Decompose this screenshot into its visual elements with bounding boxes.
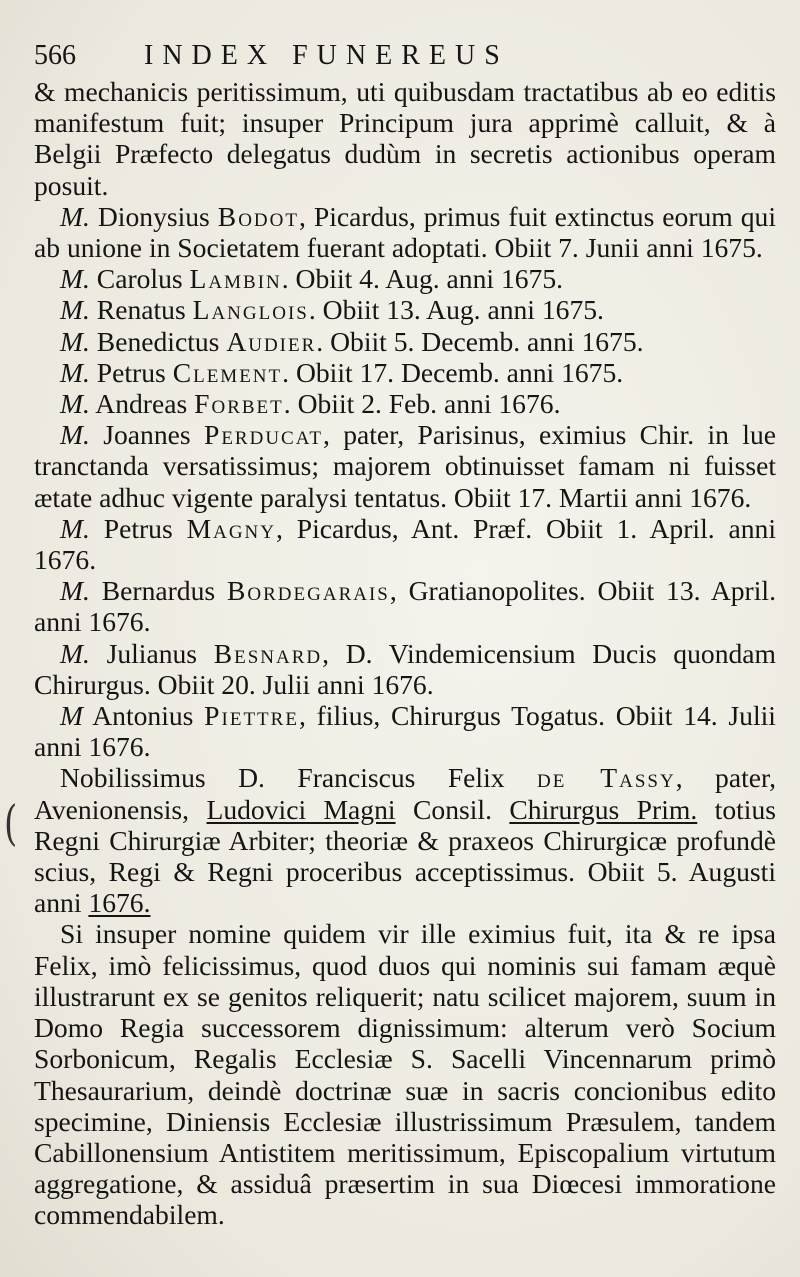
- surname: de Tassy: [537, 762, 676, 794]
- underlined-text: 1676.: [88, 887, 151, 919]
- underlined-text: Chirurgus Prim.: [509, 793, 698, 825]
- surname: Langlois: [192, 294, 309, 326]
- obituary-entry: M. Renatus Langlois. Obiit 13. Aug. anni 1675.: [60, 294, 604, 326]
- obituary-entry: M. Andreas Forbet. Obiit 2. Feb. anni 1676.: [60, 388, 561, 420]
- surname: Clement: [172, 356, 283, 388]
- noble-obituary-entry: Nobilissimus D. Franciscus Felix de Tassy, pater, Avenionensis, Ludovici Magni Consil. Chirurgus Prim. totius Regni Chirurgiæ Arbiter; theoriæ & praxeos Chirurgicæ profundè scius, Regi & Regni proceribus acceptissimus. Obiit 5. Augusti anni 1676.: [34, 762, 776, 919]
- continuation-paragraph: & mechanicis peritissimum, uti quibusdam tractatibus ab eo editis manifestum fuit; insuper Principum jura apprimè calluit, & à Belgii Præfecto delegatus dudùm in secretis actionibus operam posuit.: [34, 76, 776, 201]
- surname: Forbet: [194, 388, 284, 420]
- surname: Bordegarais: [227, 575, 390, 607]
- surname: Perducat: [203, 419, 323, 451]
- obituary-entry: M. Joannes Perducat, pater, Parisinus, eximius Chir. in lue tranctanda versatissimus; majorem obtinuisset famam ni fuisset ætate adhuc vigente paralysi tentatus. Obiit 17. Martii anni 1676.: [34, 419, 776, 513]
- obituary-entry: M. Petrus Clement. Obiit 17. Decemb. anni 1675.: [60, 356, 624, 388]
- page-header: [34, 36, 776, 76]
- obituary-entry: M Antonius Piettre, filius, Chirurgus Togatus. Obiit 14. Julii anni 1676.: [34, 700, 776, 763]
- obituary-entry: M. Petrus Magny, Picardus, Ant. Præf. Obiit 1. April. anni 1676.: [34, 512, 776, 576]
- margin-bracket-mark: (: [4, 796, 18, 852]
- surname: Lambin: [189, 263, 282, 295]
- surname: Bodot: [217, 200, 299, 232]
- obituary-entry: M. Carolus Lambin. Obiit 4. Aug. anni 1675.: [60, 263, 564, 295]
- obituary-entry: M. Julianus Besnard, D. Vindemicensium Ducis quondam Chirurgus. Obiit 20. Julii anni 1676.: [34, 637, 776, 700]
- surname: Besnard: [213, 637, 323, 669]
- obituary-entry: M. Bernardus Bordegarais, Gratianopolites. Obiit 13. April. anni 1676.: [34, 575, 776, 638]
- surname: Piettre: [204, 700, 299, 732]
- page-number: 566: [34, 40, 76, 71]
- obituary-entry: M. Benedictus Audier. Obiit 5. Decemb. anni 1675.: [60, 325, 644, 357]
- obituary-entry: M. Dionysius Bodot, Picardus, primus fuit extinctus eorum qui ab unione in Societatem fuerant adoptati. Obiit 7. Junii anni 1675.: [34, 200, 777, 264]
- closing-paragraph: Si insuper nomine quidem vir ille eximius fuit, ita & re ipsa Felix, imò felicissimus, quod duos qui nominis sui famam æquè illustrarunt ex se genitos reliquerit; natu scilicet majorem, suum in Domo Regia successorem dignissimum: alterum verò Socium Sorbonicum, Regalis Ecclesiæ S. Sacelli Vincennarum primò Thesaurarium, deindè doctrinæ suæ in sacris concionibus edito specimine, Diniensis Ecclesiæ illustrissimum Præsulem, tandem Cabillonensium Antistitem meritissimum, Episcopalium virtutum aggregatione, & assiduâ præsertim in sua Diœcesi immoratione commendabilem.: [34, 918, 776, 1231]
- page-body: [34, 76, 776, 1231]
- running-title: INDEX FUNEREUS: [144, 40, 509, 71]
- underlined-text: Ludovici Magni: [206, 793, 396, 825]
- surname: Audier: [226, 325, 317, 357]
- surname: Magny: [186, 512, 276, 544]
